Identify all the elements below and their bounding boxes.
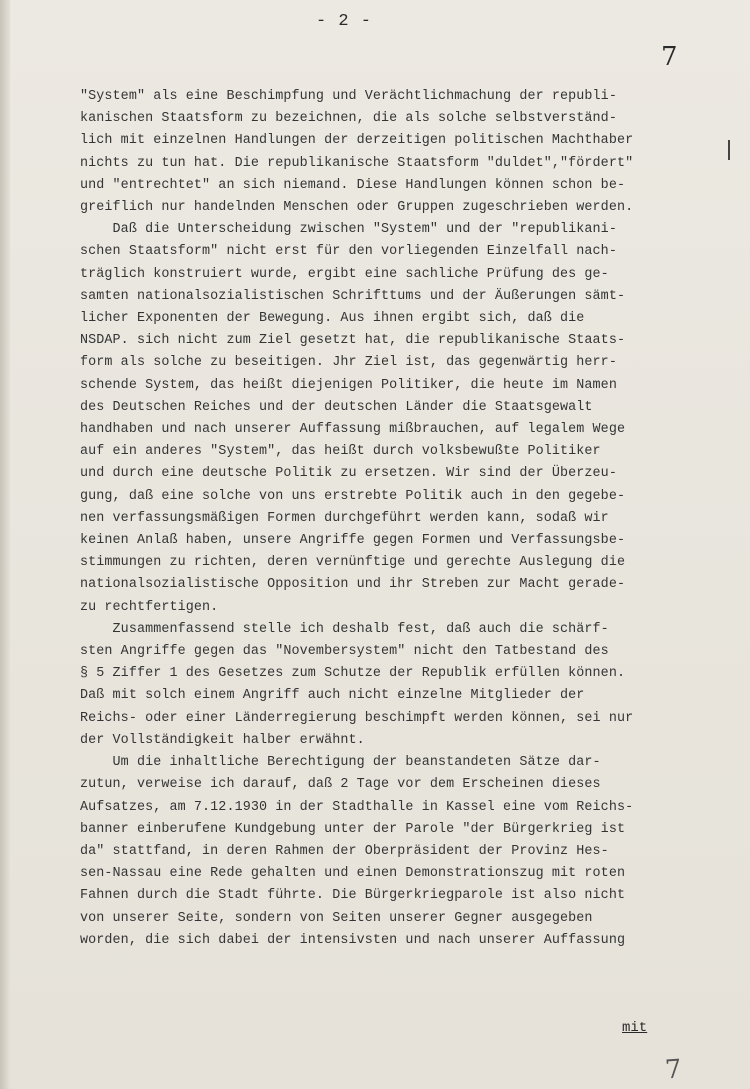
text-line: licher Exponenten der Bewegung. Aus ihnen ergibt sich, daß die (80, 311, 585, 327)
text-line: zu rechtfertigen. (80, 599, 219, 615)
text-line: da" stattfand, in deren Rahmen der Oberpräsident der Provinz Hes- (80, 843, 609, 859)
text-line: stimmungen zu richten, deren vernünftige und gerechte Auslegung die (80, 555, 626, 571)
text-line: greiflich nur handelnden Menschen oder Gruppen zugeschrieben werden. (80, 200, 634, 216)
text-line: nen verfassungsmäßigen Formen durchgeführt werden kann, sodaß wir (80, 510, 609, 526)
text-line: der Vollständigkeit halber erwähnt. (80, 732, 365, 748)
text-line: lich mit einzelnen Handlungen der derzeitigen politischen Machthaber (80, 133, 634, 149)
text-line: zutun, verweise ich darauf, daß 2 Tage vor dem Erscheinen dieses (80, 777, 601, 793)
text-line: sten Angriffe gegen das "Novembersystem" nicht den Tatbestand des (80, 644, 609, 660)
text-line: Daß mit solch einem Angriff auch nicht einzelne Mitglieder der (80, 688, 585, 704)
page-number: - 2 - (316, 12, 373, 31)
footer-folio-mark: 7 (663, 1054, 683, 1086)
text-line: Reichs- oder einer Länderregierung beschimpft werden können, sei nur (80, 710, 634, 726)
paper-edge (0, 0, 10, 1089)
archive-folio-mark: 7 (661, 42, 678, 72)
text-line: des Deutschen Reiches und der deutschen Länder die Staatsgewalt (80, 399, 593, 415)
text-line: nationalsozialistische Opposition und ihr Streben zur Macht gerade- (80, 577, 626, 593)
text-line: § 5 Ziffer 1 des Gesetzes zum Schutze der Republik erfüllen können. (80, 666, 626, 682)
text-line: NSDAP. sich nicht zum Ziel gesetzt hat, die republikanische Staats- (80, 333, 626, 349)
text-line: worden, die sich dabei der intensivsten und nach unserer Auffassung (80, 932, 626, 948)
margin-mark (728, 140, 730, 160)
text-line: schende System, das heißt diejenigen Politiker, die heute im Namen (80, 377, 617, 393)
text-line: sen-Nassau eine Rede gehalten und einen Demonstrationszug mit roten (80, 866, 626, 882)
text-line: kanischen Staatsform zu bezeichnen, die als solche selbstverständ- (80, 111, 617, 127)
text-line: Daß die Unterscheidung zwischen "System" und der "republikani- (80, 222, 617, 238)
text-line: Fahnen durch die Stadt führte. Die Bürgerkriegparole ist also nicht (80, 888, 626, 904)
text-line: und "entrechtet" an sich niemand. Diese Handlungen können schon be- (80, 177, 626, 193)
text-line: gung, daß eine solche von uns erstrebte Politik auch in den gegebe- (80, 488, 626, 504)
text-line: handhaben und nach unserer Auffassung mißbrauchen, auf legalem Wege (80, 422, 626, 438)
text-line: Um die inhaltliche Berechtigung der beanstandeten Sätze dar- (80, 755, 601, 771)
text-line: und durch eine deutsche Politik zu ersetzen. Wir sind der Überzeu- (80, 466, 617, 482)
text-line: samten nationalsozialistischen Schrifttums und der Äußerungen sämt- (80, 288, 626, 304)
text-line: keinen Anlaß haben, unsere Angriffe gegen Formen und Verfassungsbe- (80, 533, 626, 549)
text-line: nichts zu tun hat. Die republikanische Staatsform "duldet","fördert" (80, 155, 634, 171)
text-line: schen Staatsform" nicht erst für den vorliegenden Einzelfall nach- (80, 244, 617, 260)
catchword: mit (622, 1020, 648, 1036)
text-line: form als solche zu beseitigen. Jhr Ziel ist, das gegenwärtig herr- (80, 355, 617, 371)
text-line: träglich konstruiert wurde, ergibt eine sachliche Prüfung des ge- (80, 266, 609, 282)
text-line: auf ein anderes "System", das heißt durch volksbewußte Politiker (80, 444, 601, 460)
typewritten-body (80, 86, 710, 952)
text-line: Zusammenfassend stelle ich deshalb fest, daß auch die schärf- (80, 621, 609, 637)
text-line: "System" als eine Beschimpfung und Verächtlichmachung der republi- (80, 89, 617, 104)
text-line: banner einberufene Kundgebung unter der Parole "der Bürgerkrieg ist (80, 821, 626, 837)
text-line: von unserer Seite, sondern von Seiten unserer Gegner ausgegeben (80, 910, 593, 926)
text-line: Aufsatzes, am 7.12.1930 in der Stadthalle in Kassel eine vom Reichs- (80, 799, 634, 815)
